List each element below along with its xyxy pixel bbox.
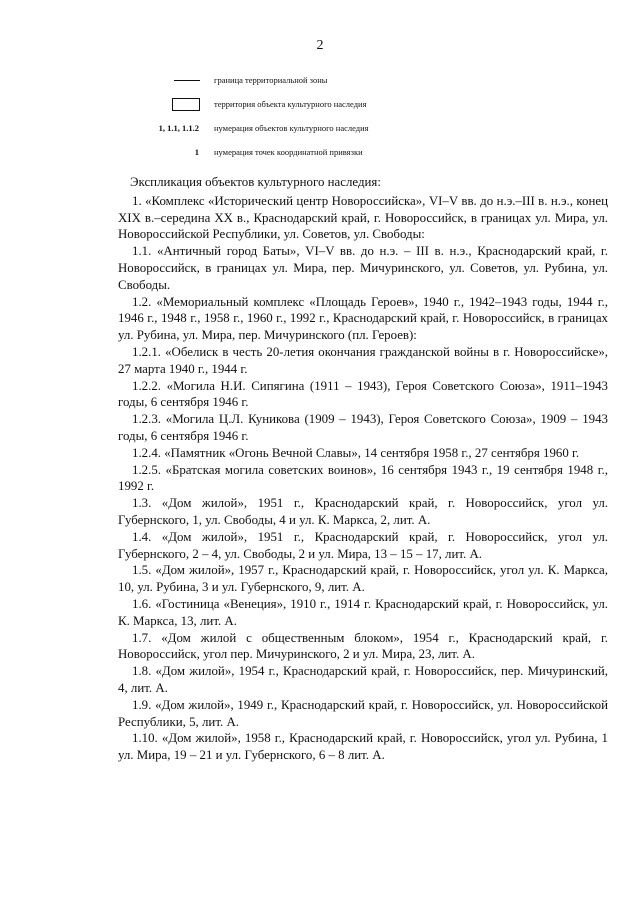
item-1: 1. «Комплекс «Исторический центр Новороссийска», VI–V вв. до н.э.–III в. н.э., конец XIX в.–середина XX в., Краснодарский край, г. Новороссийск, в границах ул. Мира, ул. Новороссийской Республики, ул. Советов, ул. Свободы: — [118, 193, 608, 242]
legend-row-zone-border — [138, 72, 438, 96]
item-1-6: 1.6. «Гостиница «Венеция», 1910 г., 1914 г. Краснодарский край, г. Новороссийск, ул. К. Маркса, 13, лит. А. — [118, 596, 608, 628]
item-1-7: 1.7. «Дом жилой с общественным блоком», 1954 г., Краснодарский край, г. Новороссийск, угол пер. Мичуринского, 2 и ул. Мира, 23, лит. А. — [118, 630, 608, 662]
page-number: 2 — [316, 38, 324, 53]
point-numbering-code: 1 — [194, 147, 199, 157]
section-heading: Экспликация объектов культурного наследия: — [130, 175, 381, 189]
legend-text: нумерация точек координатной привязки — [214, 147, 363, 157]
legend-row-point-numbering — [138, 144, 438, 168]
document-body — [118, 174, 608, 764]
item-1-2: 1.2. «Мемориальный комплекс «Площадь Героев», 1940 г., 1942–1943 годы, 1944 г., 1946 г., 1948 г., 1958 г., 1960 г., 1992 г., Краснодарский край, г. Новороссийск, в границах ул. Рубина, ул. Мира, пер. Мичуринского (пл. Героев): — [118, 294, 608, 343]
item-1-8: 1.8. «Дом жилой», 1954 г., Краснодарский край, г. Новороссийск, пер. Мичуринский, 4, лит. А. — [118, 664, 608, 695]
heritage-territory-box-symbol — [138, 96, 202, 112]
item-1-5: 1.5. «Дом жилой», 1957 г., Краснодарский край, г. Новороссийск, угол ул. К. Маркса, 10, ул. Рубина, 3 и ул. Губернского, 9, лит. А. — [118, 563, 608, 595]
item-1-9: 1.9. «Дом жилой», 1949 г., Краснодарский край, г. Новороссийск, ул. Новороссийской Республики, 5, лит. А. — [118, 697, 608, 729]
item-1-2-5: 1.2.5. «Братская могила советских воинов», 16 сентября 1943 г., 19 сентября 1948 г., 1992 г. — [118, 462, 608, 494]
item-1-1: 1.1. «Античный город Баты», VI–V вв. до н.э. – III в. н.э., Краснодарский край, г. Новороссийск, в границах ул. Мира, пер. Мичуринского, ул. Советов, ул. Рубина, ул. Свободы. — [118, 244, 608, 292]
legend-text: граница территориальной зоны — [214, 75, 328, 85]
item-1-2-2: 1.2.2. «Могила Н.И. Сипягина (1911 – 1943), Героя Советского Союза», 1911–1943 годы, 6 сентября 1946 г. — [118, 378, 608, 410]
item-1-2-1: 1.2.1. «Обелиск в честь 20-летия окончания гражданской войны в г. Новороссийске», 27 марта 1940 г., 1944 г. — [118, 344, 608, 376]
item-1-2-4: 1.2.4. «Памятник «Огонь Вечной Славы», 14 сентября 1958 г., 27 сентября 1960 г. — [132, 445, 580, 460]
legend-text: нумерация объектов культурного наследия — [214, 123, 369, 133]
zone-border-line-symbol — [138, 72, 202, 88]
legend-row-object-numbering — [138, 120, 438, 144]
map-legend — [138, 72, 438, 168]
legend-row-heritage-territory — [138, 96, 438, 120]
item-1-10: 1.10. «Дом жилой», 1958 г., Краснодарский край, г. Новороссийск, угол ул. Рубина, 1 ул. Мира, 19 – 21 и ул. Губернского, 6 – 8 лит. А. — [118, 731, 608, 763]
object-numbering-code: 1, 1.1, 1.1.2 — [158, 123, 199, 133]
item-1-2-3: 1.2.3. «Могила Ц.Л. Куникова (1909 – 1943), Героя Советского Союза», 1909 – 1943 годы, 6 сентября 1946 г. — [118, 412, 608, 443]
legend-text: территория объекта культурного наследия — [214, 99, 367, 109]
item-1-3: 1.3. «Дом жилой», 1951 г., Краснодарский край, г. Новороссийск, угол ул. Губернского, 1, ул. Свободы, 4 и ул. К. Маркса, 2, лит. А. — [118, 496, 608, 527]
item-1-4: 1.4. «Дом жилой», 1951 г., Краснодарский край, г. Новороссийск, угол ул. Губернского, 2 – 4, ул. Свободы, 2 и ул. Мира, 13 – 15 – 17, лит. А. — [118, 529, 608, 561]
